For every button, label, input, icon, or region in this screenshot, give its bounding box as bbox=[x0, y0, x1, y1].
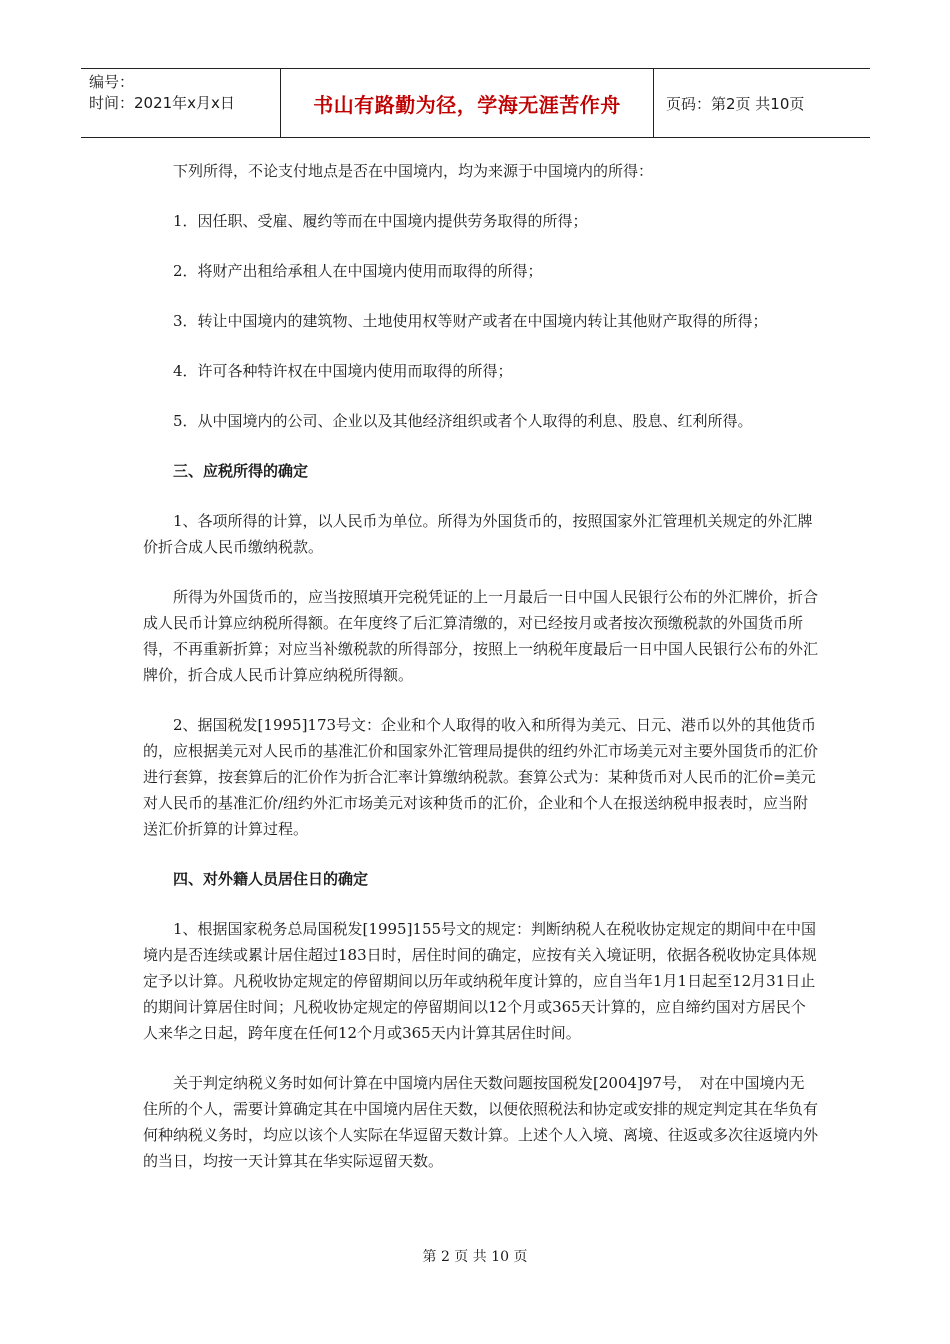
paragraph: 1、根据国家税务总局国税发[1995]155号文的规定：判断纳税人在税收协定规定的期间中在中国境内是否连续或累计居住超过183日时，居住时间的确定，应按有关入境证明，依据各税收协定具体规定予以计算。凡税收协定规定的停留期间以历年或纳税年度计算的，应自当年1月1日起至12月31日止的期间计算居住时间；凡税收协定规定的停留期间以12个月或365天计算的，应自缔约国对方居民个人来华之日起，跨年度在任何12个月或365天内计算其居住时间。 bbox=[143, 920, 817, 1042]
list-item: 1．因任职、受雇、履约等而在中国境内提供劳务取得的所得； bbox=[173, 212, 588, 230]
section-heading-4: 四、对外籍人员居住日的确定 bbox=[173, 870, 369, 888]
list-item: 4．许可各种特许权在中国境内使用而取得的所得； bbox=[173, 362, 513, 380]
list-item: 3．转让中国境内的建筑物、土地使用权等财产或者在中国境内转让其他财产取得的所得； bbox=[173, 312, 768, 330]
header-meta bbox=[81, 69, 281, 137]
paragraph: 所得为外国货币的，应当按照填开完税凭证的上一月最后一日中国人民银行公布的外汇牌价，折合成人民币计算应纳税所得额。在年度终了后汇算清缴的，对已经按月或者按次预缴税款的外国货币所得，不再重新折算；对应当补缴税款的所得部分，按照上一纳税年度最后一日中国人民银行公布的外汇牌价，折合成人民币计算应纳税所得额。 bbox=[143, 588, 819, 684]
number-label: 编号： bbox=[89, 73, 135, 91]
paragraph: 2、据国税发[1995]173号文：企业和个人取得的收入和所得为美元、日元、港币以外的其他货币的，应根据美元对人民币的基准汇价和国家外汇管理局提供的纽约外汇市场美元对主要外国货币的汇价进行套算，按套算后的汇价作为折合汇率计算缴纳税款。套算公式为：某种货币对人民币的汇价=美元对人民币的基准汇价/纽约外汇市场美元对该种货币的汇价，企业和个人在报送纳税申报表时，应当附送汇价折算的计算过程。 bbox=[143, 716, 819, 838]
paragraph: 1、各项所得的计算，以人民币为单位。所得为外国货币的，按照国家外汇管理机关规定的外汇牌价折合成人民币缴纳税款。 bbox=[143, 512, 813, 556]
paragraph-intro: 下列所得，不论支付地点是否在中国境内，均为来源于中国境内的所得： bbox=[173, 162, 654, 180]
list-item: 5．从中国境内的公司、企业以及其他经济组织或者个人取得的利息、股息、红利所得。 bbox=[173, 412, 753, 430]
list-item: 2．将财产出租给承租人在中国境内使用而取得的所得； bbox=[173, 262, 543, 280]
paragraph: 关于判定纳税义务时如何计算在中国境内居住天数问题按国税发[2004]97号， 对在中国境内无住所的个人，需要计算确定其在中国境内居住天数，以便依照税法和协定或安排的规定判定其在华负有何种纳税义务时，均应以该个人实际在华逗留天数计算。上述个人入境、离境、往返或多次往返境内外的当日，均按一天计算其在华实际逗留天数。 bbox=[143, 1074, 819, 1170]
document-body bbox=[143, 158, 819, 1174]
header-motto: 书山有路勤为径，学海无涯苦作舟 bbox=[281, 69, 654, 137]
time-label: 时间：2021年x月x日 bbox=[89, 94, 235, 112]
page-header bbox=[81, 68, 870, 138]
page-footer: 第 2 页 共 10 页 bbox=[422, 1249, 528, 1265]
section-heading-3: 三、应税所得的确定 bbox=[173, 462, 309, 480]
header-page-code: 页码：第2页 共10页 bbox=[666, 94, 805, 113]
